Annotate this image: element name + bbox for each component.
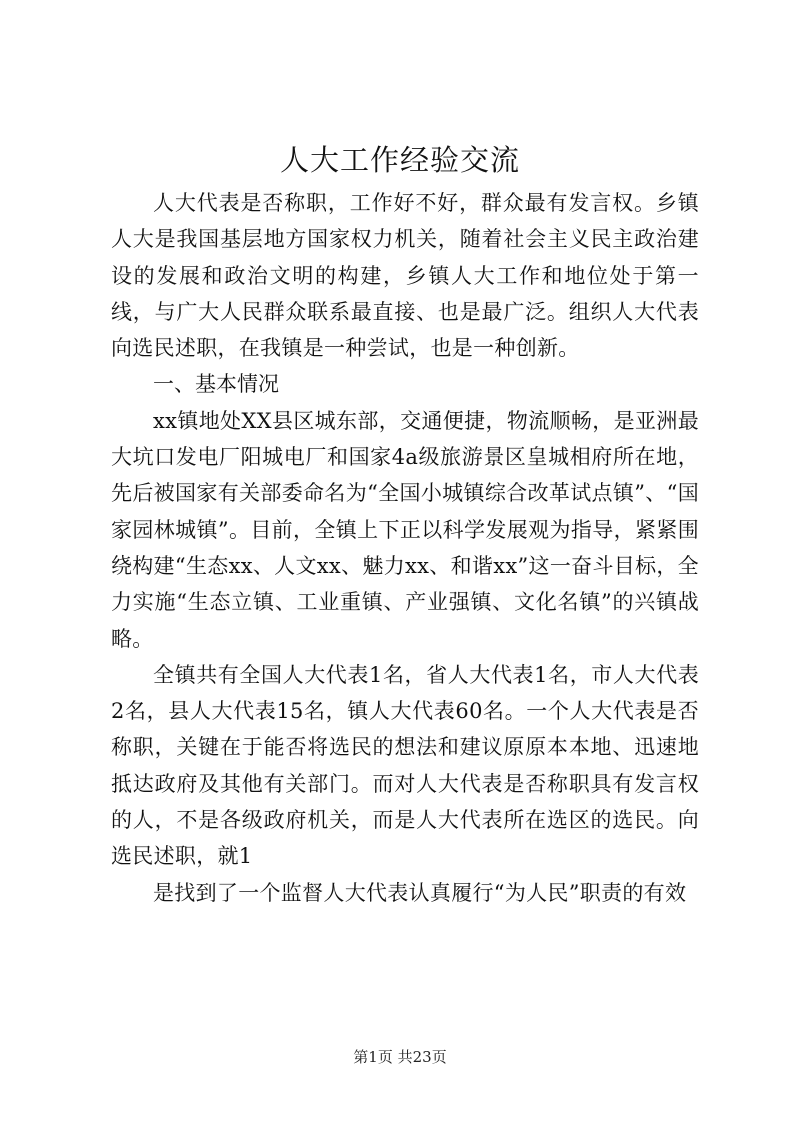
paragraph-continued: 是找到了一个监督人大代表认真履行“为人民”职责的有效 [153,880,687,905]
page-title: 人大工作经验交流 [279,143,520,177]
paragraph-representatives: 全镇共有全国人大代表1名，省人大代表1名，市人大代表2名，县人大代表15名，镇人大代表60名。一个人大代表是否称职，关键在于能否将选民的想法和建议原原本本地、迅速地抵达政府及其他有关部门。而对人大代表是否称职具有发言权的人，不是各级政府机关，而是人大代表所在选区的选民。向选民述职，就1 [111,662,699,869]
section-heading-basic-situation: 一、基本情况 [153,372,279,397]
document-body [111,185,699,911]
paragraph-town-overview: xx镇地处XX县区城东部，交通便捷，物流顺畅，是亚洲最大坑口发电厂阳城电厂和国家4a级旅游景区皇城相府所在地，先后被国家有关部委命名为“全国小城镇综合改革试点镇”、“国家园林城镇”。目前，全镇上下正以科学发展观为指导，紧紧围绕构建“生态xx、人文xx、魅力xx、和谐xx”这一奋斗目标，全力实施“生态立镇、工业重镇、产业强镇、文化名镇”的兴镇战略。 [111,408,699,651]
page-number-footer: 第1页 共23页 [353,1048,447,1066]
paragraph-intro: 人大代表是否称职，工作好不好，群众最有发言权。乡镇人大是我国基层地方国家权力机关，随着社会主义民主政治建设的发展和政治文明的构建，乡镇人大工作和地位处于第一线，与广大人民群众联系最直接、也是最广泛。组织人大代表向选民述职，在我镇是一种尝试，也是一种创新。 [111,191,699,361]
